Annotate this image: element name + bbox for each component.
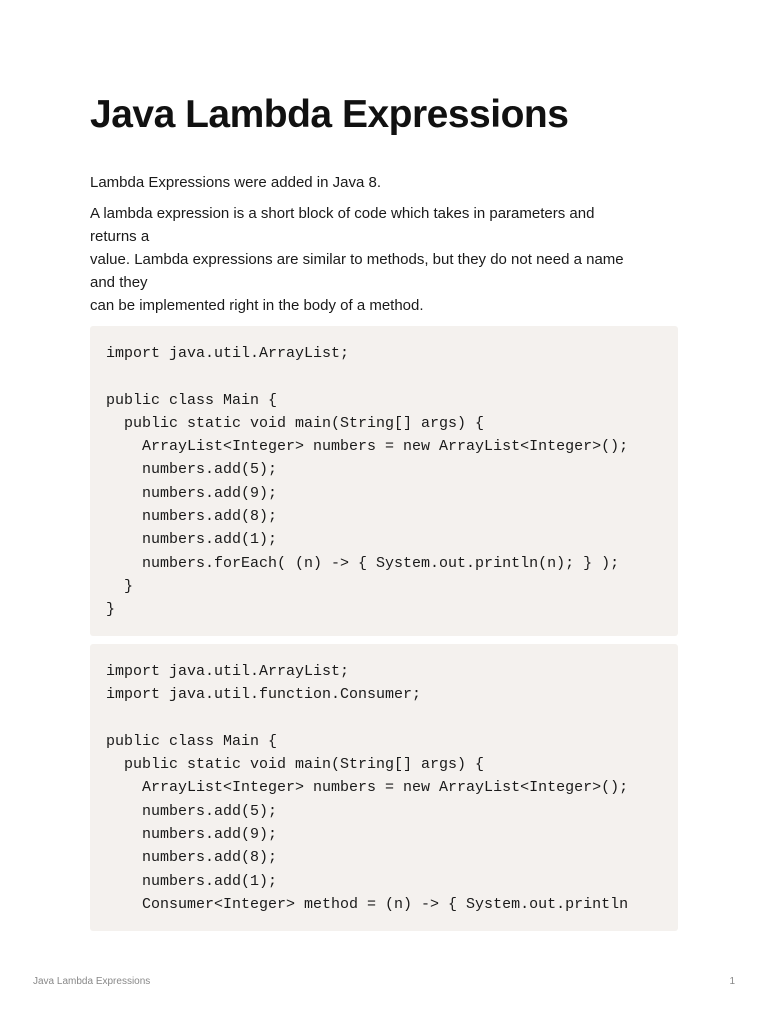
code-line: } [106,601,116,619]
code-line: public static void main(String[] args) { [106,756,485,774]
intro-line: can be implemented right in the body of a method. [90,297,424,314]
page-number: 1 [729,976,735,987]
intro-line: returns a [90,228,150,245]
code-line: numbers.add(9); [106,826,278,844]
intro-paragraph-1: Lambda Expressions were added in Java 8. [90,174,382,191]
code-line: numbers.add(5); [106,802,278,820]
intro-line: and they [90,274,148,291]
code-line: public class Main { [106,391,278,409]
code-line: ArrayList<Integer> numbers = new ArrayList<Integer>(); [106,438,629,456]
code-line: numbers.add(1); [106,872,278,890]
code-line [106,707,678,730]
intro-text [90,171,680,317]
code-line: numbers.add(1); [106,531,278,549]
code-line: public static void main(String[] args) { [106,414,485,432]
intro-line: A lambda expression is a short block of code which takes in parameters and [90,205,595,222]
code-line: numbers.add(8); [106,849,278,867]
code-block-1 [90,326,678,636]
footer-title: Java Lambda Expressions [33,976,151,987]
code-line: import java.util.function.Consumer; [106,686,422,704]
code-line: numbers.forEach( (n) -> { System.out.println(n); } ); [106,554,620,572]
intro-line: value. Lambda expressions are similar to methods, but they do not need a name [90,251,624,268]
code-line: ArrayList<Integer> numbers = new ArrayList<Integer>(); [106,779,629,797]
code-line: numbers.add(8); [106,508,278,526]
code-line: numbers.add(9); [106,484,278,502]
code-block-2 [90,644,678,931]
code-line: Consumer<Integer> method = (n) -> { System.out.println [106,895,629,913]
code-line: public class Main { [106,732,278,750]
code-line: import java.util.ArrayList; [106,663,350,680]
intro-paragraph-2 [90,202,680,317]
code-line [106,365,678,388]
page-title: Java Lambda Expressions [90,93,569,136]
code-line: import java.util.ArrayList; [106,345,350,362]
code-line: } [106,577,134,595]
code-line: numbers.add(5); [106,461,278,479]
